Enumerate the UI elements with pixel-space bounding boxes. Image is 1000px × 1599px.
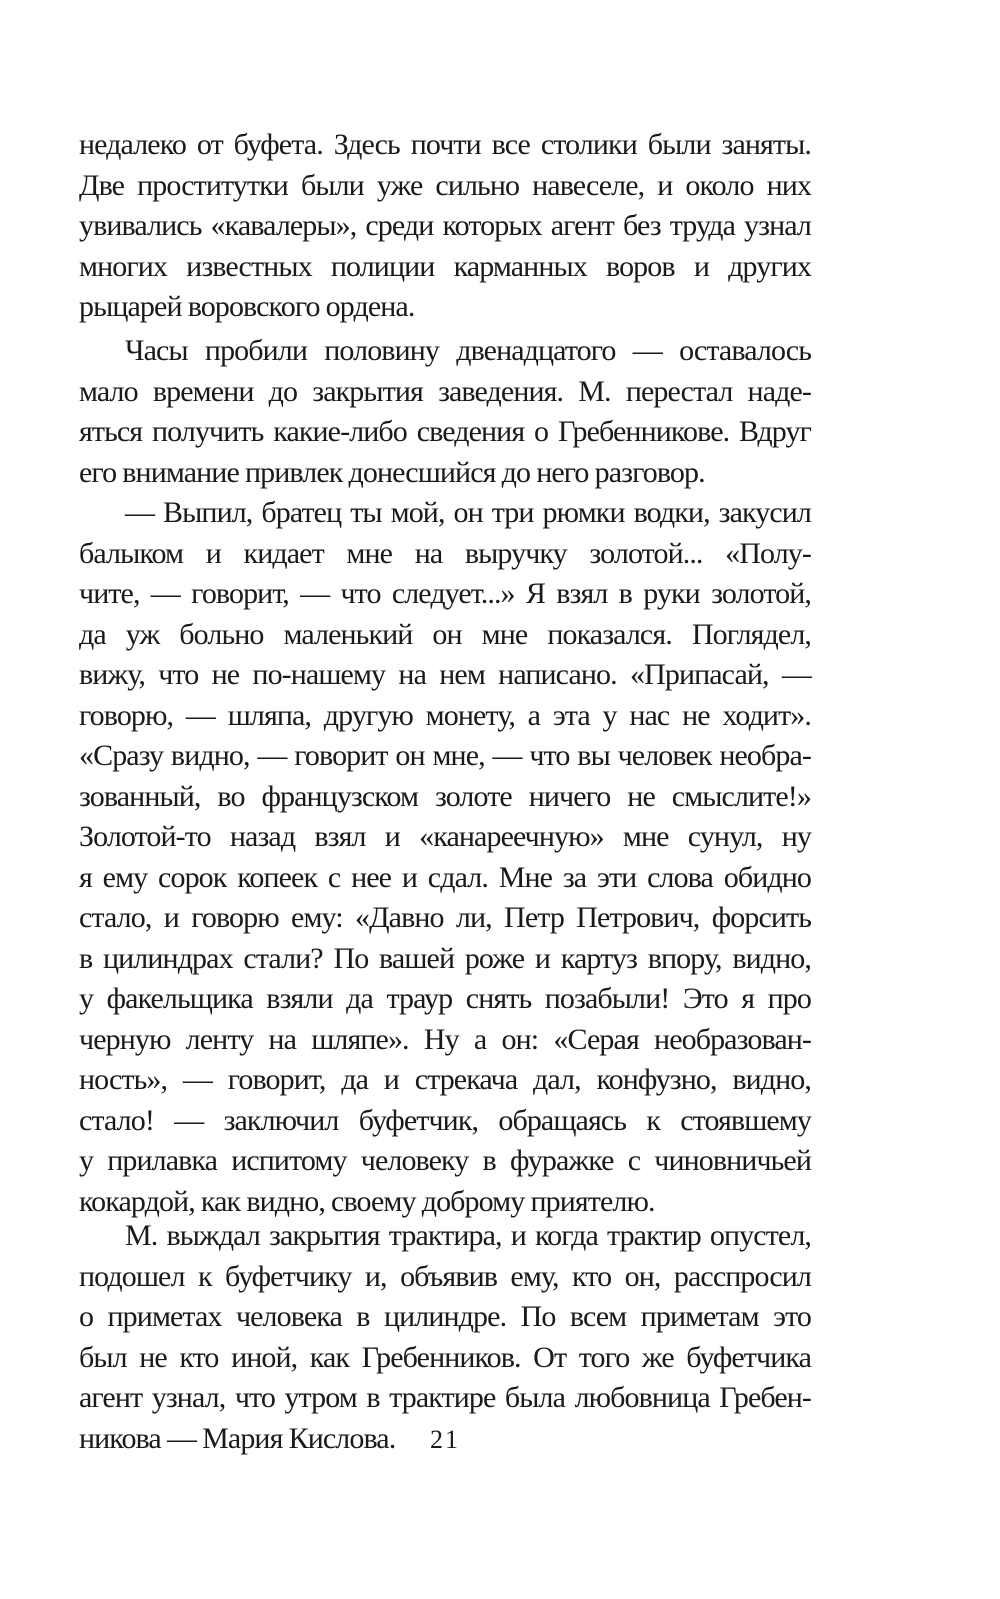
text-line: М. выждал закрытия трактира, и когда трактир опустел, — [125, 1219, 811, 1252]
text-line: кокардой, как видно, своему доброму приятелю. — [79, 1184, 655, 1218]
text-line: говорю, — шляпа, другую монету, а эта у нас не ходит». — [79, 698, 811, 732]
paragraph-clock — [79, 331, 811, 493]
text-line: о приметах человека в цилиндре. По всем приметам это — [79, 1300, 811, 1333]
text-line: многих известных полиции карманных воров и других — [79, 249, 811, 283]
page-number: 21 — [430, 1425, 460, 1454]
text-line: да уж больно маленький он мне показался. Поглядел, — [79, 617, 811, 651]
text-line: был не кто иной, как Гребенников. От того же буфетчика — [79, 1340, 811, 1374]
text-line: его внимание привлек донесшийся до него разговор. — [79, 455, 705, 489]
text-line: балыком и кидает мне на выручку золотой... «Полу- — [79, 536, 811, 570]
text-line: Часы пробили половину двенадцатого — оставалось — [125, 334, 811, 367]
text-line: никова — Мария Кислова. — [79, 1421, 396, 1455]
text-line: зованный, во французском золоте ничего не смыслите!» — [79, 779, 811, 813]
text-line: черную ленту на шляпе». Ну а он: «Серая необразован- — [79, 1022, 811, 1056]
text-line: недалеко от буфета. Здесь почти все столики были заняты. — [79, 128, 811, 161]
text-line: Золотой-то назад взял и «канареечную» мне сунул, ну — [79, 820, 811, 853]
paragraph-dialogue — [79, 493, 811, 1222]
text-line: «Сразу видно, — говорит он мне, — что вы человек необра- — [79, 739, 811, 772]
text-line: ность», — говорит, да и стрекача дал, конфузно, видно, — [79, 1063, 811, 1096]
text-line: чите, — говорит, — что следует...» Я взял в руки золотой, — [79, 577, 811, 610]
paragraph-conclusion — [79, 1216, 811, 1459]
text-line: вижу, что не по-нашему на нем написано. «Припасай, — — [79, 658, 811, 691]
text-line: в цилиндрах стали? По вашей роже и картуз впору, видно, — [79, 941, 811, 975]
text-line: подошел к буфетчику и, объявив ему, кто он, расспросил — [79, 1259, 811, 1293]
text-line: — Выпил, братец ты мой, он три рюмки водки, закусил — [125, 496, 811, 529]
text-line: увивались «кавалеры», среди которых агент без труда узнал — [79, 209, 811, 242]
text-line: стало, и говорю ему: «Давно ли, Петр Петрович, форсить — [79, 901, 811, 934]
text-line: у факельщика взяли да траур снять позабыли! Это я про — [79, 982, 811, 1015]
text-line: мало времени до закрытия заведения. М. перестал наде- — [79, 374, 811, 408]
text-line: яться получить какие-либо сведения о Гребенникове. Вдруг — [79, 415, 811, 448]
paragraph-continuation — [79, 125, 811, 328]
text-line: рыцарей воровского ордена. — [79, 290, 415, 323]
book-page — [79, 0, 811, 1599]
text-line: агент узнал, что утром в трактире была любовница Гребен- — [79, 1381, 811, 1414]
text-line: у прилавка испитому человеку в фуражке с чиновничьей — [79, 1144, 811, 1177]
text-line: я ему сорок копеек с нее и сдал. Мне за эти слова обидно — [79, 860, 811, 894]
text-line: Две проститутки были уже сильно навеселе, и около них — [79, 168, 811, 202]
text-line: стало! — заключил буфетчик, обращаясь к стоявшему — [79, 1103, 811, 1137]
